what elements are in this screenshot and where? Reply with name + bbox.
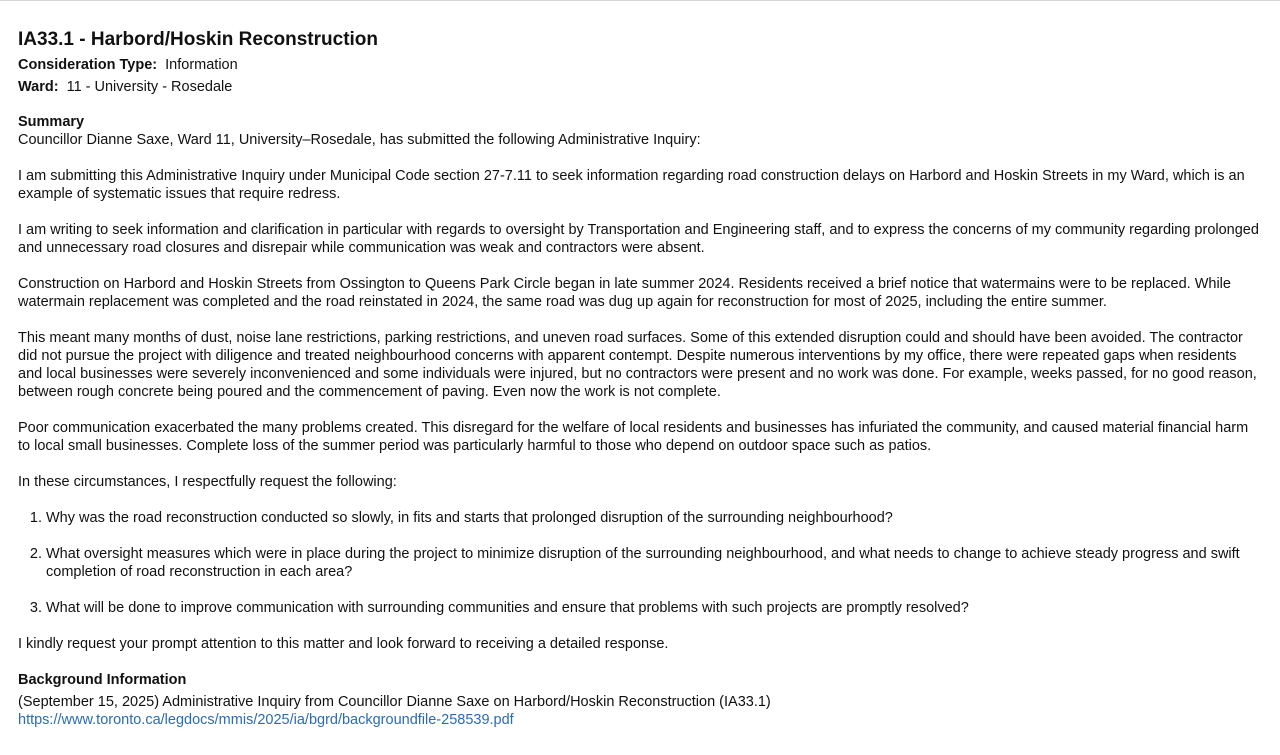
item-title: IA33.1 - Harbord/Hoskin Reconstruction bbox=[18, 29, 379, 50]
consideration-type-row bbox=[18, 54, 1262, 76]
summary-paragraph: In these circumstances, I respectfully request the following: bbox=[18, 474, 397, 490]
consideration-type-label: Consideration Type: bbox=[18, 57, 158, 73]
ward-value: 11 - University - Rosedale bbox=[66, 79, 233, 95]
summary-paragraph: I am submitting this Administrative Inquiry under Municipal Code section 27-7.11 to seek information regarding road construction delays on Harbord and Hoskin Streets in my Ward, which is an example of systematic issues that require redress. bbox=[18, 168, 1245, 202]
request-item: 1. Why was the road reconstruction conducted so slowly, in fits and starts that prolonged disruption of the surrounding neighbourhood? bbox=[46, 509, 1262, 527]
ward-label: Ward: bbox=[18, 79, 59, 95]
agenda-item bbox=[18, 28, 1262, 729]
background-link-row bbox=[18, 711, 1262, 729]
background-document: (September 15, 2025) Administrative Inquiry from Councillor Dianne Saxe on Harbord/Hoskin Reconstruction (IA33.1) bbox=[18, 694, 771, 710]
summary-closing: I kindly request your prompt attention to this matter and look forward to receiving a detailed response. bbox=[18, 636, 669, 652]
summary-paragraph: Poor communication exacerbated the many problems created. This disregard for the welfare of local residents and businesses has infuriated the community, and caused material financial harm to local small businesses. Complete loss of the summer period was particularly harmful to those who depend on outdoor space such as patios. bbox=[18, 420, 1249, 454]
summary-intro: Councillor Dianne Saxe, Ward 11, University–Rosedale, has submitted the following Administrative Inquiry: bbox=[18, 132, 701, 148]
summary-paragraph: Construction on Harbord and Hoskin Streets from Ossington to Queens Park Circle began in late summer 2024. Residents received a brief notice that watermains were to be replaced. While watermain replacement was completed and the road reinstated in 2024, the same road was dug up again for reconstruction for most of 2025, including the entire summer. bbox=[18, 276, 1231, 310]
request-item: 3. What will be done to improve communication with surrounding communities and ensure that problems with such projects are promptly resolved? bbox=[46, 599, 1262, 617]
summary-paragraph: This meant many months of dust, noise lane restrictions, parking restrictions, and uneven road surfaces. Some of this extended disruption could and should have been avoided. The contractor did not pursue the project with diligence and treated neighbourhood concerns with apparent contempt. Despite numerous interventions by my office, there were repeated gaps when residents and local businesses were severely inconvenienced and some individuals were injured, but no contractors were present and no work was done. For example, weeks passed, for no good reason, between rough concrete being poured and the commencement of paving. Even now the work is not complete. bbox=[18, 330, 1257, 400]
top-divider bbox=[0, 0, 1280, 1]
background-file-link[interactable]: https://www.toronto.ca/legdocs/mmis/2025/ia/bgrd/backgroundfile-258539.pdf bbox=[18, 712, 514, 728]
request-item: 2. What oversight measures which were in place during the project to minimize disruption of the surrounding neighbourhood, and what needs to change to achieve steady progress and swift completion of road reconstruction in each area? bbox=[46, 545, 1262, 581]
summary-paragraph: I am writing to seek information and clarification in particular with regards to oversight by Transportation and Engineering staff, and to express the concerns of my community regarding prolonged and unnecessary road closures and disrepair while communication was weak and contractors were absent. bbox=[18, 222, 1259, 256]
request-list bbox=[18, 509, 1262, 617]
ward-row bbox=[18, 76, 1262, 98]
consideration-type-value: Information bbox=[165, 57, 238, 73]
summary-heading: Summary bbox=[18, 114, 85, 130]
background-heading: Background Information bbox=[18, 672, 187, 688]
